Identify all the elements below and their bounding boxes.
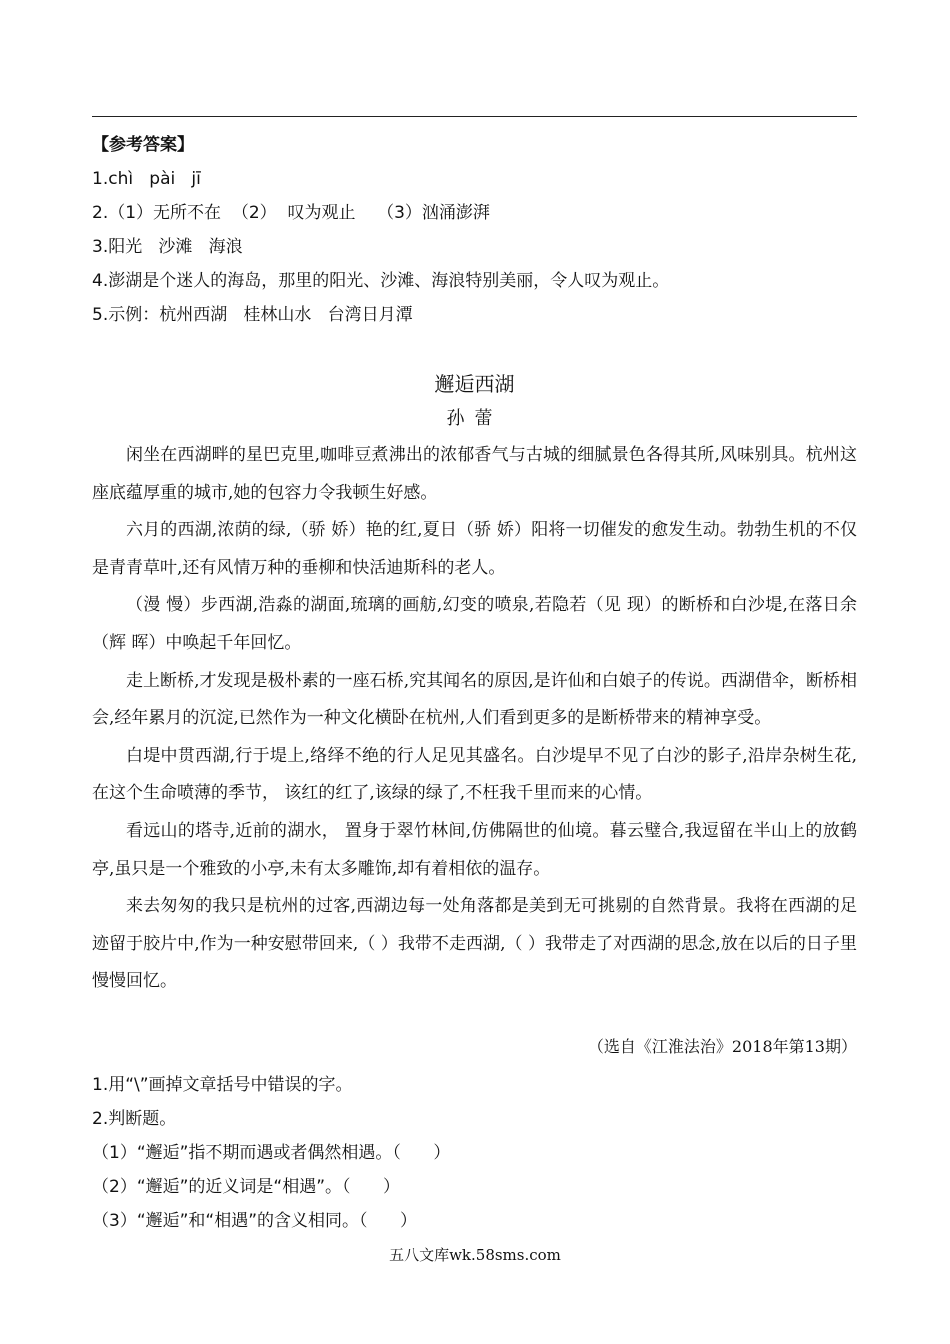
question-line: 2.判断题。 — [92, 1109, 177, 1129]
article-title: 邂逅西湖 — [434, 372, 515, 396]
article-paragraph: 来去匆匆的我只是杭州的过客,西湖边每一处角落都是美到无可挑剔的自然背景。我将在西湖的足迹留于胶片中,作为一种安慰带回来,（ ）我带不走西湖,（ ）我带走了对西湖的思念,放在以后的日子里慢慢回忆。 — [92, 896, 857, 992]
page-footer: 五八文库wk.58sms.com — [389, 1246, 561, 1264]
answer-line: 2.（1）无所不在 （2） 叹为观止 （3）汹涌澎湃 — [92, 203, 490, 223]
question-line: （2）“邂逅”的近义词是“相遇”。（ ） — [92, 1177, 400, 1197]
article-paragraph: （漫 慢）步西湖,浩淼的湖面,琉璃的画舫,幻变的喷泉,若隐若（见 现）的断桥和白沙堤,在落日余（辉 晖）中唤起千年回忆。 — [92, 595, 857, 653]
article-paragraph: 看远山的塔寺,近前的湖水， 置身于翠竹林间,仿佛隔世的仙境。暮云璧合,我逗留在半山上的放鹤亭,虽只是一个雅致的小亭,未有太多雕饰,却有着相依的温存。 — [92, 820, 857, 879]
exercise-questions — [92, 1068, 857, 1238]
article-author: 孙蕾 — [446, 408, 503, 429]
article-source: （选自《江淮法治》2018年第13期） — [587, 1037, 857, 1056]
reference-answers — [92, 128, 857, 332]
answers-heading: 【参考答案】 — [92, 135, 194, 155]
article-paragraph: 走上断桥,才发现是极朴素的一座石桥,究其闻名的原因,是许仙和白娘子的传说。西湖借伞，断桥相会,经年累月的沉淀,已然作为一种文化横卧在杭州,人们看到更多的是断桥带来的精神享受。 — [92, 670, 857, 729]
article-paragraph: 白堤中贯西湖,行于堤上,络绎不绝的行人足见其盛名。白沙堤早不见了白沙的影子,沿岸杂树生花,在这个生命喷薄的季节， 该红的红了,该绿的绿了,不枉我千里而来的心情。 — [92, 745, 857, 804]
article-body — [92, 437, 857, 1001]
article-paragraph: 闲坐在西湖畔的星巴克里,咖啡豆煮沸出的浓郁香气与古城的细腻景色各得其所,风味别具。杭州这座底蕴厚重的城市,她的包容力令我顿生好感。 — [92, 445, 857, 503]
question-line: （3）“邂逅”和“相遇”的含义相同。（ ） — [92, 1211, 417, 1231]
answer-line: 3.阳光 沙滩 海浪 — [92, 237, 243, 257]
answer-line: 1.chì pài jī — [92, 169, 201, 189]
question-line: 1.用“\”画掉文章括号中错误的字。 — [92, 1075, 353, 1095]
answer-line: 4.澎湖是个迷人的海岛，那里的阳光、沙滩、海浪特别美丽，令人叹为观止。 — [92, 271, 670, 291]
article-paragraph: 六月的西湖,浓荫的绿,（骄 娇）艳的红,夏日（骄 娇）阳将一切催发的愈发生动。勃勃生机的不仅是青青草叶,还有风情万种的垂柳和快活迪斯科的老人。 — [92, 520, 857, 578]
top-divider — [92, 116, 857, 117]
answer-line: 5.示例：杭州西湖 桂林山水 台湾日月潭 — [92, 305, 413, 325]
question-line: （1）“邂逅”指不期而遇或者偶然相遇。（ ） — [92, 1143, 451, 1163]
